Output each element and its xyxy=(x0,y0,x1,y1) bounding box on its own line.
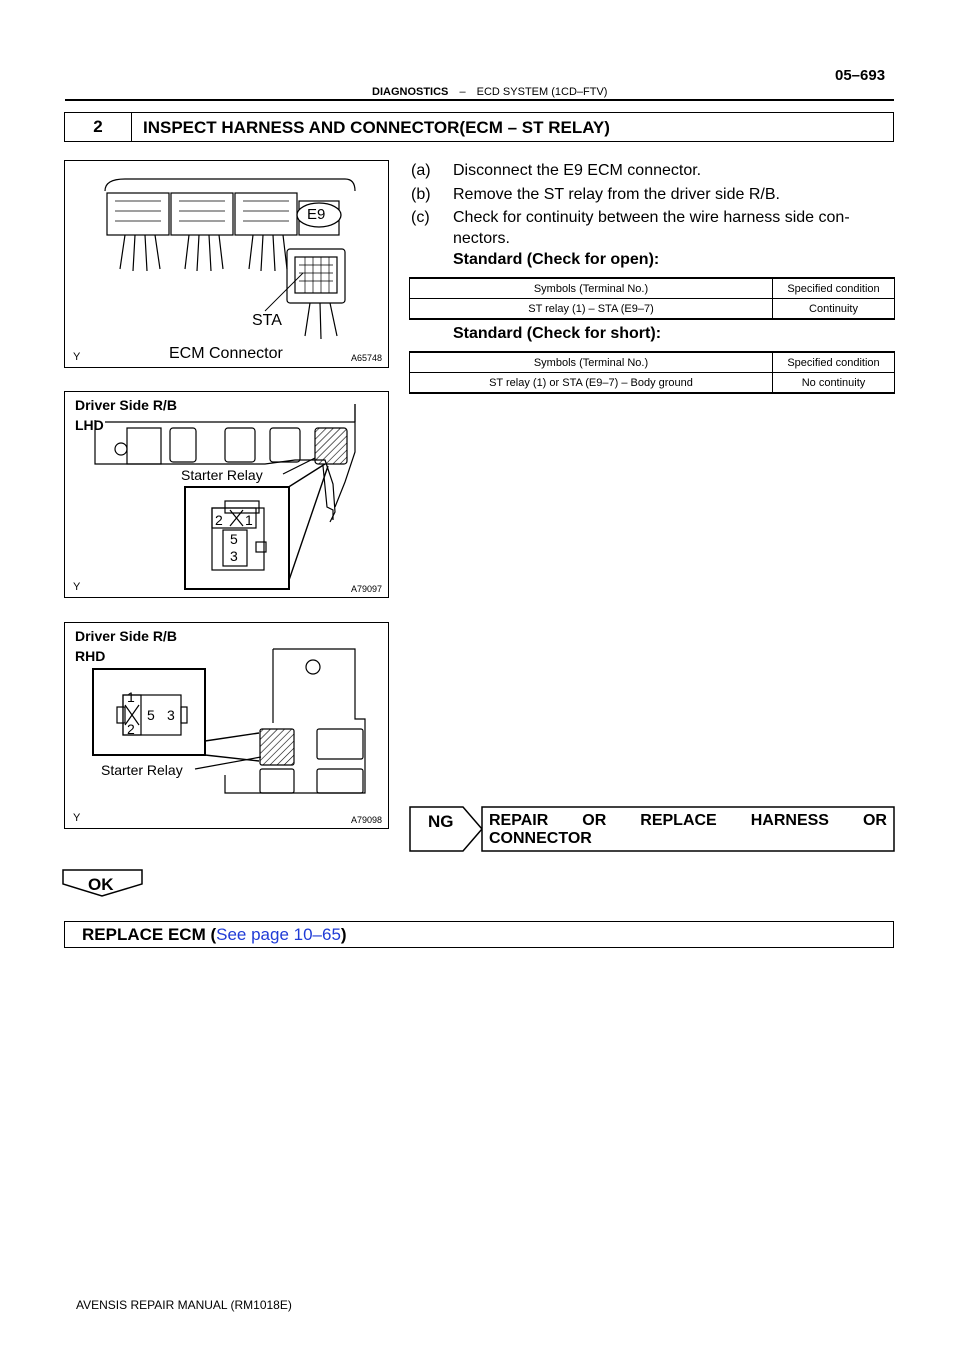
figure-lhd-relay xyxy=(64,391,389,598)
text-a: Disconnect the E9 ECM connector. xyxy=(453,162,702,179)
rhd-relay-illustration xyxy=(65,623,389,829)
rhd-relay-label: Starter Relay xyxy=(101,762,183,778)
table-header-row xyxy=(410,278,895,299)
table-header-row xyxy=(410,352,895,373)
ng-word: OR xyxy=(862,812,887,829)
ng-word: REPAIR xyxy=(489,812,549,829)
step-number: 2 xyxy=(65,113,132,141)
figure-mark: Y xyxy=(73,812,81,824)
ng-word: HARNESS xyxy=(750,812,829,829)
table-header-cell: Specified condition xyxy=(773,352,895,373)
ecm-connector-illustration xyxy=(65,161,389,368)
procedure-step-a xyxy=(411,161,701,181)
figure-code: A65748 xyxy=(351,353,383,363)
step-title: INSPECT HARNESS AND CONNECTOR(ECM – ST RELAY) xyxy=(143,118,610,137)
table-header-cell: Specified condition xyxy=(773,278,895,299)
ng-action-text xyxy=(489,812,887,848)
header-subsection: ECD SYSTEM (1CD–FTV) xyxy=(476,86,608,98)
procedure-step-c-cont: nectors. xyxy=(453,230,510,247)
lhd-relay-label: Starter Relay xyxy=(181,467,263,483)
figure-rhd-relay xyxy=(64,622,389,829)
running-header xyxy=(372,86,607,98)
ok-tag: OK xyxy=(88,875,114,894)
marker-b: (b) xyxy=(411,186,431,203)
header-separator: – xyxy=(459,86,466,98)
lhd-title-line2: LHD xyxy=(75,417,104,433)
figure-ecm-connector xyxy=(64,160,389,368)
final-action-label: REPLACE ECM ( xyxy=(82,925,217,944)
ecm-caption: ECM Connector xyxy=(169,345,283,362)
header-rule xyxy=(65,99,894,101)
lhd-pin-3: 5 xyxy=(230,531,238,547)
step-header xyxy=(64,112,894,142)
procedure-step-c xyxy=(411,208,850,228)
header-section: DIAGNOSTICS xyxy=(372,86,449,98)
standard-open-table xyxy=(409,277,895,320)
table-cell: Continuity xyxy=(773,299,895,320)
final-action-text xyxy=(82,925,347,945)
text-b: Remove the ST relay from the driver side R/B. xyxy=(453,186,780,203)
figure-code: A79098 xyxy=(351,815,383,825)
page-number: 05–693 xyxy=(835,67,886,84)
standard-open-heading: Standard (Check for open): xyxy=(453,251,660,268)
figure-mark: Y xyxy=(73,581,81,593)
lhd-relay-illustration xyxy=(65,392,389,598)
final-action-close: ) xyxy=(340,925,347,944)
table-row xyxy=(410,373,895,394)
sta-label: STA xyxy=(252,312,282,329)
figure-mark: Y xyxy=(73,351,81,363)
table-cell: No continuity xyxy=(773,373,895,394)
standard-short-table xyxy=(409,351,895,394)
figure-code: A79097 xyxy=(351,584,383,594)
see-page-link[interactable]: See page 10–65 xyxy=(216,925,341,944)
rhd-title-line2: RHD xyxy=(75,648,106,664)
final-action-box xyxy=(64,921,894,948)
lhd-title-line1: Driver Side R/B xyxy=(75,397,177,413)
ng-word: REPLACE xyxy=(640,812,717,829)
table-header-cell: Symbols (Terminal No.) xyxy=(410,278,773,299)
table-cell: ST relay (1) – STA (E9–7) xyxy=(410,299,773,320)
lhd-pin-4: 3 xyxy=(230,548,238,564)
lhd-pin-2: 1 xyxy=(245,512,253,528)
table-row xyxy=(410,299,895,320)
e9-label: E9 xyxy=(307,206,326,223)
ng-word: OR xyxy=(582,812,607,829)
rhd-pin-2: 2 xyxy=(127,721,135,737)
text-c: Check for continuity between the wire harness side con- xyxy=(453,209,850,226)
marker-c: (c) xyxy=(411,209,430,226)
rhd-title-line1: Driver Side R/B xyxy=(75,628,177,644)
lhd-pin-1: 2 xyxy=(215,512,223,528)
ng-tag: NG xyxy=(428,812,454,831)
rhd-pin-3: 5 xyxy=(147,707,155,723)
ng-line2: CONNECTOR xyxy=(489,830,592,847)
table-header-cell: Symbols (Terminal No.) xyxy=(410,352,773,373)
rhd-pin-4: 3 xyxy=(167,707,175,723)
marker-a: (a) xyxy=(411,162,431,179)
page-footer: AVENSIS REPAIR MANUAL (RM1018E) xyxy=(76,1298,292,1312)
table-cell: ST relay (1) or STA (E9–7) – Body ground xyxy=(410,373,773,394)
procedure-step-b xyxy=(411,185,780,205)
standard-short-heading: Standard (Check for short): xyxy=(453,325,662,342)
rhd-pin-1: 1 xyxy=(127,689,135,705)
